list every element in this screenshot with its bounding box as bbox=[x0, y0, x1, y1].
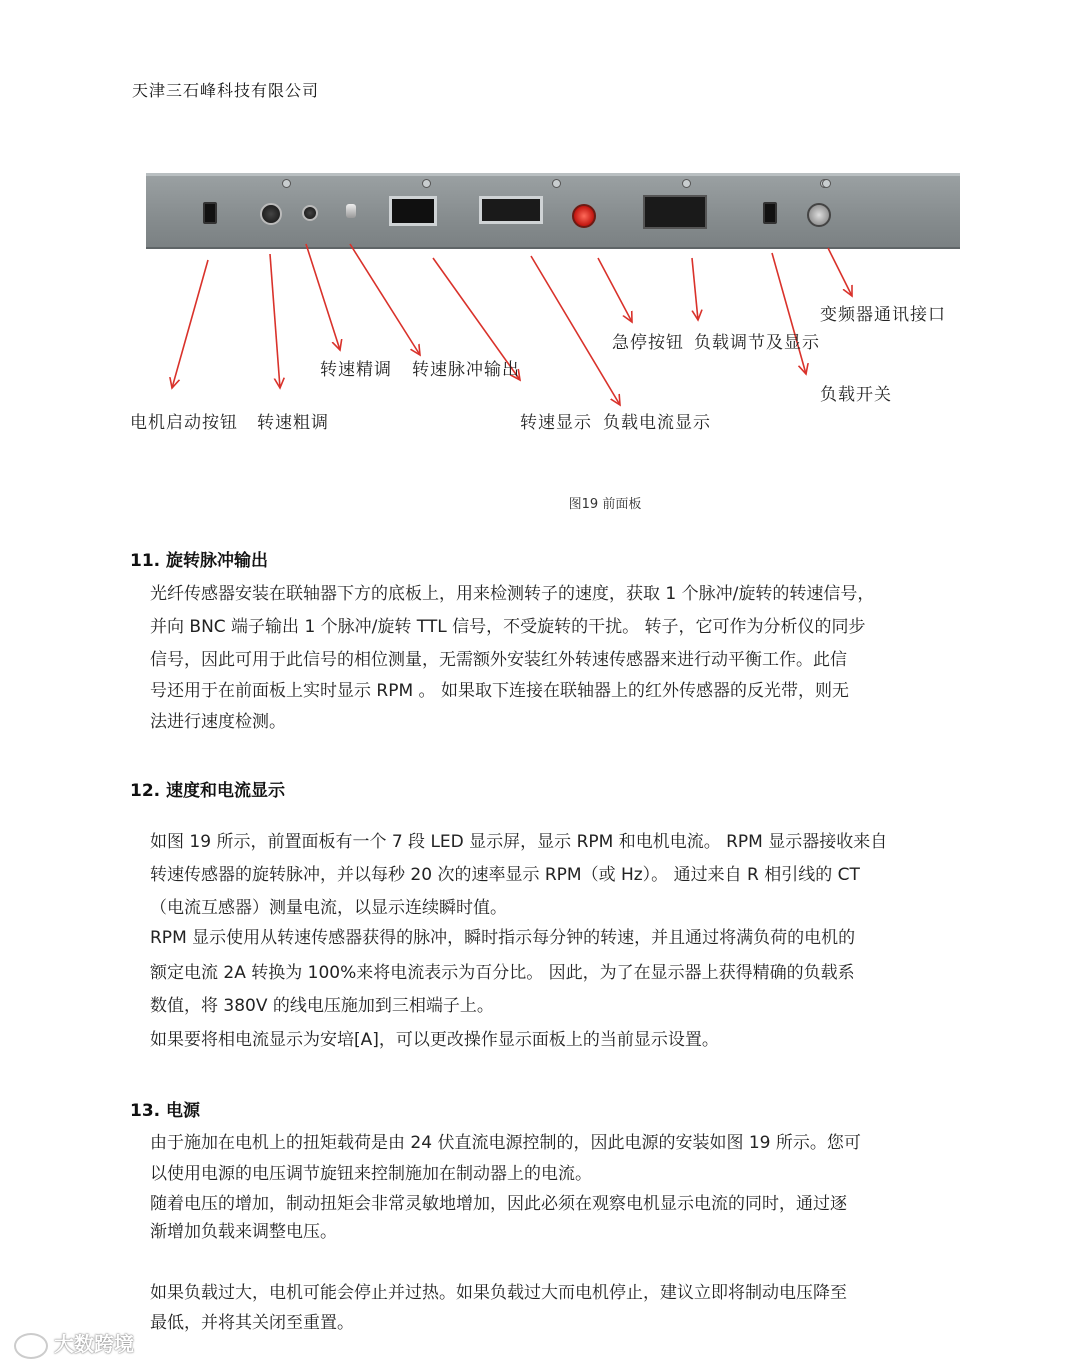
section-12-line: （电流互感器）测量电流，以显示连续瞬时值。 bbox=[150, 898, 507, 918]
section-12-line: RPM 显示使用从转速传感器获得的脉冲，瞬时指示每分钟的转速，并且通过将满负荷的电机的 bbox=[150, 928, 856, 948]
arrow-coarse-speed bbox=[270, 254, 280, 388]
watermark bbox=[14, 1328, 134, 1359]
annotation-arrows bbox=[0, 0, 1080, 520]
figure-caption: 图19 前面板 bbox=[568, 497, 642, 512]
section-11-line: 法进行速度检测。 bbox=[150, 712, 286, 732]
label-estop: 急停按钮 bbox=[612, 333, 684, 353]
section-12-title: 12. 速度和电流显示 bbox=[130, 781, 286, 801]
label-pulse-output: 转速脉冲输出 bbox=[412, 360, 520, 380]
front-panel-figure bbox=[0, 0, 1080, 520]
label-speed-display: 转速显示 bbox=[520, 413, 592, 433]
section-13-line: 渐增加负载来调整电压。 bbox=[150, 1222, 337, 1242]
arrow-vfd-port bbox=[828, 248, 852, 296]
section-11-line: 光纤传感器安装在联轴器下方的底板上，用来检测转子的速度，获取 1 个脉冲/旋转的转速信号， bbox=[150, 584, 875, 604]
label-vfd-port: 变频器通讯接口 bbox=[820, 305, 946, 325]
section-13-line: 以使用电源的电压调节旋钮来控制施加在制动器上的电流。 bbox=[150, 1164, 592, 1184]
label-load-adjust: 负载调节及显示 bbox=[694, 333, 820, 353]
section-13-line: 随着电压的增加，制动扭矩会非常灵敏地增加，因此必须在观察电机显示电流的同时，通过逐 bbox=[150, 1194, 847, 1214]
arrow-estop bbox=[598, 258, 632, 322]
watermark-text: 大数跨境 bbox=[54, 1332, 134, 1356]
section-12-line: 转速传感器的旋转脉冲，并以每秒 20 次的速率显示 RPM（或 Hz）。 通过来自 R 相引线的 CT bbox=[150, 865, 860, 885]
section-13-title: 13. 电源 bbox=[130, 1101, 201, 1121]
section-12-line: 数值，将 380V 的线电压施加到三相端子上。 bbox=[150, 996, 494, 1016]
watermark-logo-icon bbox=[14, 1333, 48, 1359]
arrow-current-display bbox=[531, 256, 620, 405]
label-coarse-speed: 转速粗调 bbox=[257, 413, 329, 433]
label-current-display: 负载电流显示 bbox=[603, 413, 711, 433]
arrow-motor-start bbox=[172, 260, 208, 388]
company-header: 天津三石峰科技有限公司 bbox=[132, 81, 320, 100]
section-13-line: 最低，并将其关闭至重置。 bbox=[150, 1313, 354, 1333]
section-11-line: 号还用于在前面板上实时显示 RPM 。 如果取下连接在联轴器上的红外传感器的反光带，则无 bbox=[150, 681, 849, 701]
section-11-title: 11. 旋转脉冲输出 bbox=[130, 551, 269, 571]
arrow-load-adjust bbox=[692, 258, 698, 320]
label-fine-speed: 转速精调 bbox=[320, 360, 392, 380]
arrow-fine-speed bbox=[306, 244, 340, 350]
section-12-line: 额定电流 2A 转换为 100%来将电流表示为百分比。 因此，为了在显示器上获得精确的负载系 bbox=[150, 963, 855, 983]
section-11-line: 并向 BNC 端子输出 1 个脉冲/旋转 TTL 信号，不受旋转的干扰。 转子，它可作为分析仪的同步 bbox=[150, 617, 866, 637]
section-13-line: 由于施加在电机上的扭矩载荷是由 24 伏直流电源控制的，因此电源的安装如图 19 所示。您可 bbox=[150, 1133, 861, 1153]
label-load-switch: 负载开关 bbox=[820, 385, 892, 405]
section-12-line: 如果要将相电流显示为安培[A]，可以更改操作显示面板上的当前显示设置。 bbox=[150, 1030, 719, 1050]
label-motor-start: 电机启动按钮 bbox=[130, 413, 238, 433]
section-13-line: 如果负载过大，电机可能会停止并过热。如果负载过大而电机停止，建议立即将制动电压降至 bbox=[150, 1283, 847, 1303]
section-11-line: 信号，因此可用于此信号的相位测量，无需额外安装红外转速传感器来进行动平衡工作。此信 bbox=[150, 650, 847, 670]
section-12-line: 如图 19 所示，前置面板有一个 7 段 LED 显示屏，显示 RPM 和电机电流。 RPM 显示器接收来自 bbox=[150, 832, 888, 852]
arrow-load-switch bbox=[772, 253, 806, 374]
arrow-pulse-output bbox=[350, 244, 420, 355]
